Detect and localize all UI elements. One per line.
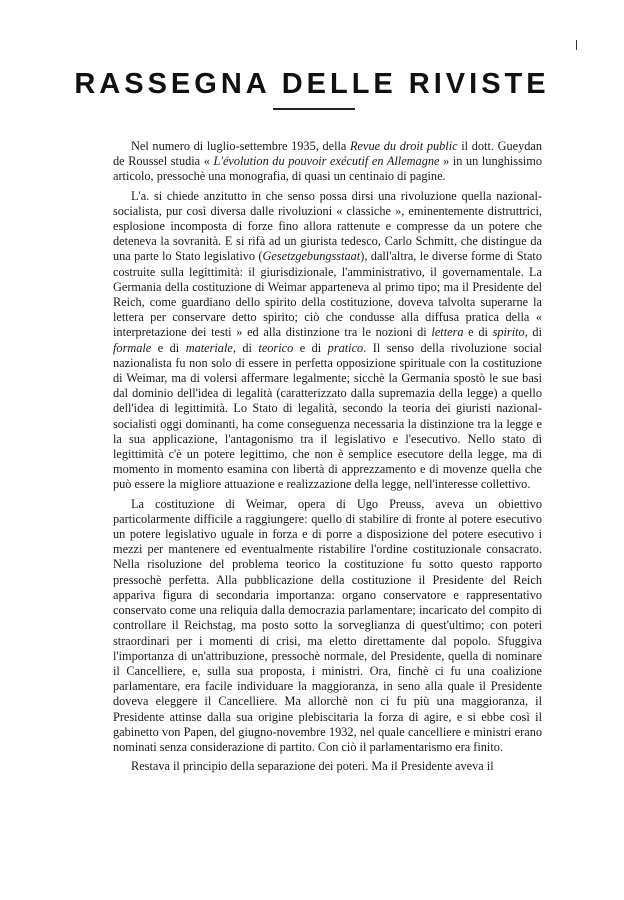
paragraph-text: Restava il principio della separazione dei poteri. Ma il Presidente aveva il [131, 759, 494, 774]
paragraph [113, 497, 542, 755]
italic-text: Gesetzgebungsstaat [262, 249, 361, 264]
paragraph [113, 139, 542, 185]
italic-text: L'évolution du pouvoir exécutif en Allemagne [213, 154, 440, 169]
paragraph [113, 189, 542, 493]
paragraph-text: Nel numero di luglio-settembre 1935, della [131, 139, 351, 153]
paragraph-text: . Il senso della rivoluzione social nazionalista fu non solo di essere in perfetta opposizione spirituale con la costituzione di Weimar, ma di volersi affermare legalmente; sicchè la Germania spostò le sue basi dal dominio dell'idea di legalità (caratterizzato dalla supremazia della legge) a quello dell'idea di legittimità. Lo Stato di legalità, secondo la teoria dei giuristi nazional-socialisti oggi dominanti, ha come conseguenza necessaria la distinzione tra la legge e la sua applicazione, l'antagonismo tra il legislativo e l'esecutivo. Nello stato di legittimità c'è un potere legittimo, che non è semplice esecutore della legge, ma di momento in momento esamina con libertà di apprezzamento e di movenze quella che può essere la migliore attuazione e realizzazione della legge, nell'interesse collettivo. [113, 340, 543, 492]
paragraph-text: il dott. Gueydan de Roussel studia « [113, 139, 543, 169]
paragraph-text: » in un lunghissimo articolo, pressochè una monografia, di quasi un centinaio di pagine. [113, 154, 543, 184]
italic-text: materiale [185, 340, 233, 355]
italic-text: lettera [431, 325, 464, 340]
article-body [113, 139, 542, 778]
italic-text: Revue du droit public [350, 139, 458, 153]
italic-text: spirito [492, 325, 525, 340]
italic-text: formale [113, 340, 152, 355]
paragraph-text: ), dall'altra, le diverse forme di Stato costruite sulla legittimità: il giurisdizionale, l'amministrativo, il governamentale. La Germania della costituzione di Weimar apparteneva al primo tipo; ma il Presidente del Reich, come guardiano dello spirito della costituzione, doveva talvolta superarne la lettera per conservare detto spirito; ciò che condusse alla diffusa pratica della « interpretazione dei testi » ed alla distinzione tra le nozioni di [113, 249, 542, 340]
paragraph-text: L'a. si chiede anzitutto in che senso possa dirsi una rivoluzione quella nazional-socialista, pur così diversa dalle rivoluzioni « classiche », eminentemente distruttrici, esplosione incomposta di forze fino allora rattenute e compresse da un potere che deteneva la sovranità. E si rifà ad un giurista tedesco, Carlo Schmitt, che distingue da una parte lo Stato legislativo ( [113, 188, 542, 264]
paragraph-text: , di [524, 325, 542, 340]
italic-text: teorico [258, 340, 294, 355]
paragraph-text: La costituzione di Weimar, opera di Ugo Preuss, aveva un obiettivo particolarmente difficile a raggiungere: quello di stabilire di fronte al potere esecutivo un potere legislativo uguale in forza e di porre a disposizione del potere esecutivo i mezzi per mantenere ed eventualmente ristabilire l'ordine costituzionale consacrato. Nella risoluzione del problema teorico la costituzione fu sotto questo rapporto pressochè perfetta. Alla pubblicazione della costituzione il Presidente del Reich appariva figura di secondaria importanza: organo conservatore e rappresentativo conservato come una reliquia dalla democrazia parlamentare; incaricato del compito di controllare il Reichstag, ma posto sotto la sorveglianza di quest'ultimo; con poteri straordinari per i momenti di crisi, ma eletto direttamente dal popolo. Sfuggiva l'importanza di un'attribuzione, pressochè normale, del Presidente, quella di nominare il Cancelliere, e, sulla sua proposta, i ministri. Ora, finchè ci fu una coalizione parlamentare, era facile individuare la maggioranza, in seno alla quale il Presidente doveva eleggere il Cancelliere. Ma allorchè non ci fu più una maggioranza, il Presidente attinse dalla sua origine plebiscitaria la forza di agire, e si ebbe così il gabinetto von Papen, del giugno-novembre 1932, nel quale cancelliere e ministri erano nominati senza considerazione di partito. Con ciò il parlamentarismo era finito. [113, 496, 542, 754]
title-underline [273, 108, 355, 110]
paragraph-text: e di [293, 340, 328, 355]
paragraph-text: e di [463, 325, 493, 340]
paragraph-text: e di [151, 340, 186, 355]
scan-mark [576, 40, 577, 50]
paragraph [113, 759, 542, 774]
paragraph-text: , di [232, 340, 259, 355]
page-title: RASSEGNA DELLE RIVISTE [74, 68, 550, 100]
italic-text: pratico [327, 340, 364, 355]
